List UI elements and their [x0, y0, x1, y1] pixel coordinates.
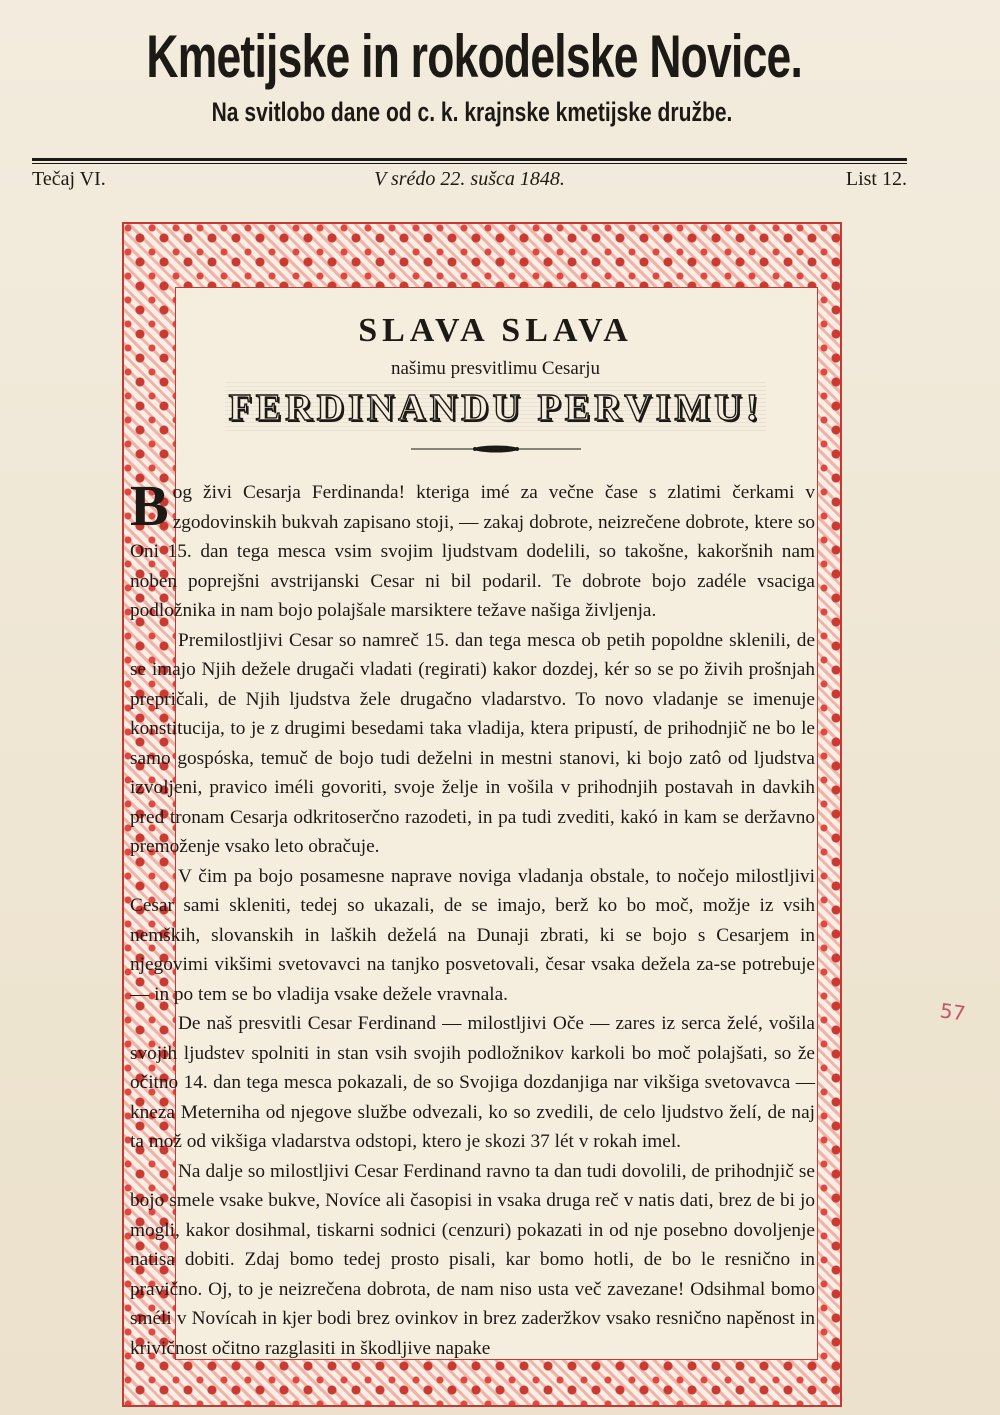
volume-label: Tečaj VI.	[32, 168, 106, 190]
article-text	[130, 473, 815, 1363]
newspaper-title: Kmetijske in rokodelske Novice.	[146, 23, 803, 90]
proclamation-header	[175, 310, 816, 456]
dedication-line: našimu presvitlimu Cesarju	[391, 358, 600, 379]
paragraph-2: Premilostljivi Cesar so namreč 15. dan tega mesca ob petih popoldne sklenili, de se imajo Njih dežele drugači vladati (regirati) kakor dozdej, kér so se po živih prošnjah prepričali, de Njih ljudstva žele drugačno vladarstvo. To novo vladanje se imenuje konstitucija, to je z drugimi besedami taka vladija, ktera pripustí, de prihodnjič ne bo le samo gospóska, temuč de bojo tudi deželni in mestni stanovi, ki bojo zatô od ljudstva izvoljeni, pravico iméli govoriti, svoje želje in vošila v prihodnjih postavah in davkih pred tronam Cesarja odkritoserčno razodeti, in pa tudi zvediti, kakó in kam se deržavno premoženje vsako leto obračuje.	[130, 629, 815, 857]
ornament-divider-icon	[411, 442, 581, 456]
paragraph-1	[130, 473, 815, 626]
slava-heading: SLAVA SLAVA	[358, 312, 633, 349]
paragraph-4: De naš presvitli Cesar Ferdinand — milostljivi Oče — zares iz serca želé, vošila svojih ljudstev spolniti in stan vsih svojih podložnikov karkoli bo moč polajšati, so že očitno 14. dan tega mesca pokazali, de so Svojiga dozdanjiga nar vikšiga svetovavca — kneza Meterniha od njegove službe odvezali, ko so zvedili, de celo ljudstvo želí, de naj ta mož od vikšiga vladarstva odstopi, ktero je skozi 37 lét v rokah imel.	[130, 1013, 815, 1152]
dateline	[32, 168, 907, 198]
masthead-rule-thin	[32, 163, 907, 164]
issue-number: List 12.	[845, 168, 907, 190]
handwritten-margin-note: 57	[938, 998, 967, 1026]
paragraph-3: V čim pa bojo posamesne naprave noviga vladanja obstale, to nočejo milostljivi Cesar sami skleniti, tedej so ukazali, de se imajo, berž ko bo moč, možje iz vsih nemških, slovanskih in laških deželá na Dunaji zbrati, ki se bojo s Cesarjem in njegovimi vikšimi svetovavci na tanjko posvetovali, česar vsaka dežela za-se potrebuje — in po tem se bo vladija vsake dežele vravnala.	[130, 865, 815, 1005]
emperor-name-heading: FERDINANDU PERVIMU!	[225, 382, 767, 434]
paragraph-5: Na dalje so milostljivi Cesar Ferdinand ravno ta dan tudi dovolili, de prihodnjič se bojo smele vsake bukve, Novíce ali časopisi in vsaka druga reč v natis dati, brez de bi jo mogli, kakor dosihmal, tiskarni sodnici (cenzuri) pokazati in od nje posebno dovoljenje natisa dobiti. Zdaj bomo tedej prosto pisali, kar bomo hotli, de bo le resnično in pravično. Oj, to je neizrečena dobrota, de nam niso usta več zavezane! Odsihmal bomo sméli v Novícah in kjer bodi brez ovinkov in brez zaderžkov vsako resnično napěnost in krivičnost očitno razglasiti in škodljive napake	[130, 1160, 815, 1359]
newspaper-subtitle: Na svitlobo dane od c. k. krajnske kmetijske družbe.	[211, 97, 733, 127]
paragraph-1-text: og živi Cesarja Ferdinanda! kteriga imé za večne čase s zlatimi čerkami v zgodovinskih bukvah zapisano stoji, — zakaj dobrote, neizrečene dobrote, ktere so Oni 15. dan tega mesca vsim svojim ljudstvam dodelili, so takošne, kakoršnih nam noben poprejšni avstrijanski Cesar ni bil podaril. Te dobrote bojo zadéle vsaciga podložnika in nam bojo polajšale marsiktere težave našiga življenja.	[130, 482, 815, 621]
issue-date: V srédo 22. sušca 1848.	[374, 168, 565, 190]
masthead	[32, 22, 912, 130]
drop-cap: B	[130, 473, 169, 538]
masthead-rule-thick	[32, 158, 907, 161]
